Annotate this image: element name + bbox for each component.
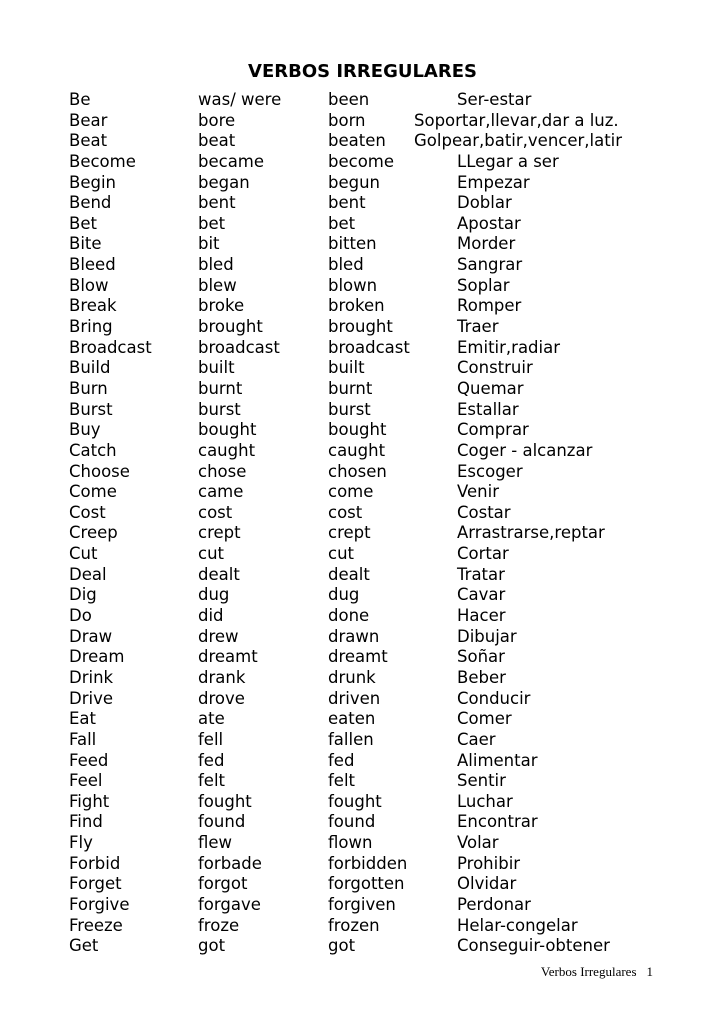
infinitive-cell: Forbid [69,853,121,873]
verb-row [0,379,725,400]
verb-row [0,255,725,276]
spanish-translation-cell: Romper [457,296,522,316]
past-participle-cell: bought [328,420,387,440]
past-participle-cell: forgotten [328,874,405,894]
verb-row [0,462,725,483]
spanish-translation-cell: Soportar,llevar,dar a luz. [414,110,619,130]
verb-row [0,751,725,772]
past-simple-cell: fought [198,791,252,811]
infinitive-cell: Fall [69,729,97,749]
spanish-translation-cell: Construir [457,358,533,378]
infinitive-cell: Creep [69,523,118,543]
verb-row [0,606,725,627]
infinitive-cell: Begin [69,172,116,192]
page-footer [541,964,653,980]
infinitive-cell: Eat [69,709,97,729]
past-participle-cell: cost [328,502,363,522]
spanish-translation-cell: Perdonar [457,894,531,914]
verb-row [0,90,725,111]
past-simple-cell: found [198,812,246,832]
past-simple-cell: burnt [198,378,243,398]
verb-row [0,234,725,255]
past-participle-cell: blown [328,275,378,295]
past-simple-cell: forbade [198,853,262,873]
past-simple-cell: ate [198,709,225,729]
spanish-translation-cell: Prohibir [457,853,521,873]
past-simple-cell: bet [198,213,226,233]
past-simple-cell: burst [198,399,241,419]
past-participle-cell: drawn [328,626,380,646]
past-participle-cell: crept [328,523,371,543]
spanish-translation-cell: Volar [457,833,499,853]
verb-row [0,812,725,833]
spanish-translation-cell: Apostar [457,213,521,233]
infinitive-cell: Feed [69,750,109,770]
spanish-translation-cell: Soñar [457,647,505,667]
past-simple-cell: became [198,151,265,171]
past-simple-cell: broke [198,296,245,316]
past-simple-cell: got [198,936,226,956]
verb-row [0,689,725,710]
past-simple-cell: built [198,358,235,378]
past-participle-cell: broadcast [328,337,410,357]
past-simple-cell: drew [198,626,239,646]
spanish-translation-cell: Venir [457,482,499,502]
page-number: 1 [646,964,653,979]
infinitive-cell: Dig [69,585,97,605]
spanish-translation-cell: Alimentar [457,750,538,770]
past-simple-cell: broadcast [198,337,280,357]
infinitive-cell: Deal [69,564,107,584]
infinitive-cell: Burst [69,399,113,419]
verb-row [0,647,725,668]
verb-row [0,131,725,152]
past-simple-cell: brought [198,317,263,337]
past-participle-cell: bent [328,193,366,213]
infinitive-cell: Draw [69,626,113,646]
infinitive-cell: Do [69,606,92,626]
past-simple-cell: crept [198,523,241,543]
infinitive-cell: Cut [69,544,98,564]
infinitive-cell: Cost [69,502,106,522]
infinitive-cell: Bring [69,317,113,337]
spanish-translation-cell: Tratar [457,564,505,584]
spanish-translation-cell: Arrastrarse,reptar [457,523,605,543]
verb-row [0,709,725,730]
infinitive-cell: Freeze [69,915,123,935]
infinitive-cell: Fly [69,833,93,853]
verb-row [0,668,725,689]
verb-row [0,214,725,235]
past-simple-cell: fell [198,729,224,749]
infinitive-cell: Feel [69,771,103,791]
spanish-translation-cell: Helar-congelar [457,915,578,935]
spanish-translation-cell: Conseguir-obtener [457,936,610,956]
past-simple-cell: froze [198,915,240,935]
spanish-translation-cell: Comprar [457,420,529,440]
spanish-translation-cell: Estallar [457,399,519,419]
past-participle-cell: bitten [328,234,377,254]
past-participle-cell: done [328,606,370,626]
past-participle-cell: been [328,90,370,109]
infinitive-cell: Dream [69,647,125,667]
past-simple-cell: dealt [198,564,240,584]
spanish-translation-cell: Soplar [457,275,510,295]
past-simple-cell: drank [198,667,246,687]
spanish-translation-cell: Quemar [457,378,524,398]
verb-row [0,420,725,441]
past-simple-cell: came [198,482,244,502]
past-simple-cell: bent [198,193,236,213]
infinitive-cell: Bend [69,193,112,213]
verb-row [0,358,725,379]
past-participle-cell: broken [328,296,385,316]
infinitive-cell: Beat [69,131,108,151]
verb-row [0,523,725,544]
spanish-translation-cell: Escoger [457,461,523,481]
past-participle-cell: got [328,936,356,956]
verb-table [0,90,725,957]
past-participle-cell: eaten [328,709,376,729]
past-simple-cell: dug [198,585,230,605]
spanish-translation-cell: Morder [457,234,516,254]
past-simple-cell: began [198,172,250,192]
verb-row [0,482,725,503]
verb-row [0,565,725,586]
past-participle-cell: driven [328,688,381,708]
infinitive-cell: Forget [69,874,122,894]
spanish-translation-cell: Golpear,batir,vencer,latir [414,131,623,151]
infinitive-cell: Build [69,358,111,378]
past-simple-cell: did [198,606,224,626]
infinitive-cell: Be [69,90,91,109]
past-simple-cell: chose [198,461,247,481]
spanish-translation-cell: Emitir,radiar [457,337,561,357]
spanish-translation-cell: Encontrar [457,812,538,832]
past-participle-cell: fallen [328,729,374,749]
infinitive-cell: Burn [69,378,108,398]
past-participle-cell: flown [328,833,373,853]
infinitive-cell: Choose [69,461,130,481]
infinitive-cell: Bite [69,234,102,254]
spanish-translation-cell: LLegar a ser [457,151,559,171]
spanish-translation-cell: Costar [457,502,511,522]
past-simple-cell: felt [198,771,226,791]
infinitive-cell: Catch [69,440,117,460]
spanish-translation-cell: Comer [457,709,512,729]
infinitive-cell: Drive [69,688,113,708]
past-participle-cell: chosen [328,461,387,481]
spanish-translation-cell: Doblar [457,193,512,213]
verb-row [0,276,725,297]
verb-row [0,874,725,895]
past-participle-cell: burnt [328,378,373,398]
verb-row [0,730,725,751]
past-participle-cell: brought [328,317,393,337]
past-participle-cell: fought [328,791,382,811]
verb-row [0,503,725,524]
verb-row [0,544,725,565]
past-simple-cell: forgot [198,874,248,894]
past-participle-cell: dug [328,585,360,605]
infinitive-cell: Bet [69,213,97,233]
infinitive-cell: Break [69,296,117,316]
spanish-translation-cell: Luchar [457,791,513,811]
infinitive-cell: Buy [69,420,101,440]
past-participle-cell: born [328,110,366,130]
verb-row [0,152,725,173]
spanish-translation-cell: Empezar [457,172,530,192]
verb-row [0,895,725,916]
past-participle-cell: found [328,812,376,832]
verb-row [0,111,725,132]
infinitive-cell: Broadcast [69,337,152,357]
past-participle-cell: burst [328,399,371,419]
past-participle-cell: dealt [328,564,370,584]
past-participle-cell: cut [328,544,354,564]
past-participle-cell: frozen [328,915,380,935]
spanish-translation-cell: Sentir [457,771,506,791]
past-simple-cell: caught [198,440,256,460]
verb-row [0,916,725,937]
footer-text: Verbos Irregulares [540,964,637,979]
verb-row [0,936,725,957]
spanish-translation-cell: Coger - alcanzar [457,440,593,460]
infinitive-cell: Get [69,936,99,956]
past-simple-cell: cost [198,502,233,522]
past-participle-cell: bet [328,213,356,233]
past-simple-cell: drove [198,688,245,708]
past-simple-cell: bought [198,420,257,440]
verb-row [0,441,725,462]
past-simple-cell: bled [198,255,234,275]
spanish-translation-cell: Hacer [457,606,506,626]
past-simple-cell: cut [198,544,224,564]
verb-row [0,296,725,317]
past-participle-cell: forbidden [328,853,408,873]
infinitive-cell: Drink [69,667,114,687]
past-participle-cell: drunk [328,667,376,687]
past-simple-cell: forgave [198,894,261,914]
spanish-translation-cell: Traer [457,317,499,337]
infinitive-cell: Blow [69,275,109,295]
past-simple-cell: beat [198,131,236,151]
verb-row [0,854,725,875]
spanish-translation-cell: Conducir [457,688,531,708]
past-simple-cell: bit [198,234,220,254]
spanish-translation-cell: Sangrar [457,255,523,275]
infinitive-cell: Forgive [69,894,130,914]
past-participle-cell: fed [328,750,355,770]
verb-row [0,627,725,648]
past-participle-cell: beaten [328,131,386,151]
verb-row [0,792,725,813]
spanish-translation-cell: Cortar [457,544,509,564]
verb-row [0,585,725,606]
past-simple-cell: was/ were [198,90,282,109]
verb-row [0,317,725,338]
verb-row [0,173,725,194]
spanish-translation-cell: Cavar [457,585,506,605]
past-participle-cell: become [328,151,395,171]
verb-row [0,338,725,359]
past-simple-cell: blew [198,275,237,295]
infinitive-cell: Find [69,812,103,832]
spanish-translation-cell: Dibujar [457,626,517,646]
past-participle-cell: built [328,358,365,378]
page-title: VERBOS IRREGULARES [248,61,477,82]
verb-row [0,400,725,421]
past-simple-cell: fed [198,750,225,770]
past-participle-cell: bled [328,255,364,275]
spanish-translation-cell: Beber [457,667,506,687]
past-participle-cell: begun [328,172,381,192]
past-simple-cell: flew [198,833,233,853]
past-participle-cell: come [328,482,374,502]
spanish-translation-cell: Caer [457,729,496,749]
infinitive-cell: Become [69,151,136,171]
verb-row [0,771,725,792]
past-participle-cell: felt [328,771,356,791]
infinitive-cell: Bleed [69,255,116,275]
past-participle-cell: caught [328,440,386,460]
past-participle-cell: dreamt [328,647,388,667]
spanish-translation-cell: Ser-estar [457,90,532,109]
infinitive-cell: Come [69,482,117,502]
spanish-translation-cell: Olvidar [457,874,517,894]
past-participle-cell: forgiven [328,894,396,914]
verb-row [0,193,725,214]
past-simple-cell: dreamt [198,647,258,667]
verb-row [0,833,725,854]
past-simple-cell: bore [198,110,236,130]
infinitive-cell: Bear [69,110,108,130]
infinitive-cell: Fight [69,791,110,811]
